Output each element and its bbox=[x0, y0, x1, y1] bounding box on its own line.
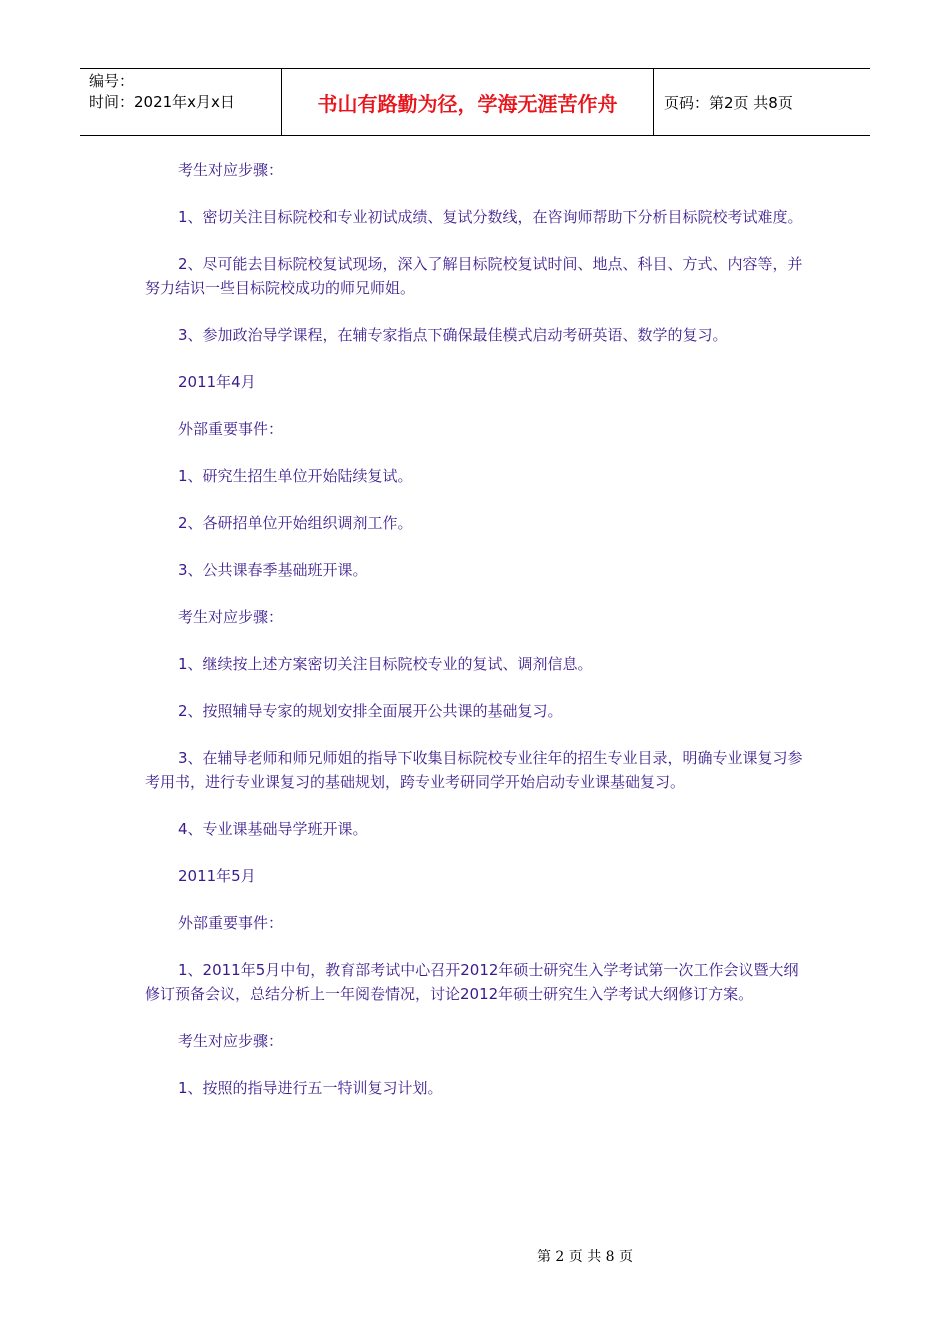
paragraph: 1、2011年5月中旬，教育部考试中心召开2012年硕士研究生入学考试第一次工作会议暨大纲修订预备会议，总结分析上一年阅卷情况，讨论2012年硕士研究生入学考试大纲修订方案。 bbox=[145, 961, 799, 1003]
section-date: 2011年4月 bbox=[178, 373, 256, 391]
paragraph: 2、按照辅导专家的规划安排全面展开公共课的基础复习。 bbox=[178, 702, 563, 720]
page-header bbox=[80, 68, 870, 136]
header-page-info: 页码：第2页 共8页 bbox=[664, 93, 793, 112]
paragraph: 考生对应步骤： bbox=[178, 161, 284, 179]
header-meta bbox=[80, 69, 282, 135]
section-date: 2011年5月 bbox=[178, 867, 256, 885]
paragraph: 1、研究生招生单位开始陆续复试。 bbox=[178, 467, 413, 485]
header-motto: 书山有路勤为径，学海无涯苦作舟 bbox=[282, 69, 654, 135]
number-label: 编号： bbox=[89, 72, 135, 90]
paragraph: 1、按照的指导进行五一特训复习计划。 bbox=[178, 1079, 443, 1097]
paragraph: 3、在辅导老师和师兄师姐的指导下收集目标院校专业往年的招生专业目录，明确专业课复习参考用书，进行专业课复习的基础规划，跨专业考研同学开始启动专业课基础复习。 bbox=[145, 749, 803, 791]
paragraph: 1、密切关注目标院校和专业初试成绩、复试分数线，在咨询师帮助下分析目标院校考试难度。 bbox=[178, 208, 803, 226]
paragraph: 外部重要事件： bbox=[178, 914, 284, 932]
paragraph: 外部重要事件： bbox=[178, 420, 284, 438]
paragraph: 4、专业课基础导学班开课。 bbox=[178, 820, 368, 838]
document-body bbox=[145, 158, 810, 1123]
page-footer: 第 2 页 共 8 页 bbox=[536, 1249, 634, 1265]
paragraph: 3、参加政治导学课程，在辅专家指点下确保最佳模式启动考研英语、数学的复习。 bbox=[178, 326, 728, 344]
paragraph: 2、尽可能去目标院校复试现场，深入了解目标院校复试时间、地点、科目、方式、内容等，并努力结识一些目标院校成功的师兄师姐。 bbox=[145, 255, 803, 297]
paragraph: 考生对应步骤： bbox=[178, 608, 284, 626]
paragraph: 考生对应步骤： bbox=[178, 1032, 284, 1050]
paragraph: 3、公共课春季基础班开课。 bbox=[178, 561, 368, 579]
paragraph: 2、各研招单位开始组织调剂工作。 bbox=[178, 514, 413, 532]
time-label: 时间：2021年x月x日 bbox=[89, 93, 235, 111]
paragraph: 1、继续按上述方案密切关注目标院校专业的复试、调剂信息。 bbox=[178, 655, 593, 673]
